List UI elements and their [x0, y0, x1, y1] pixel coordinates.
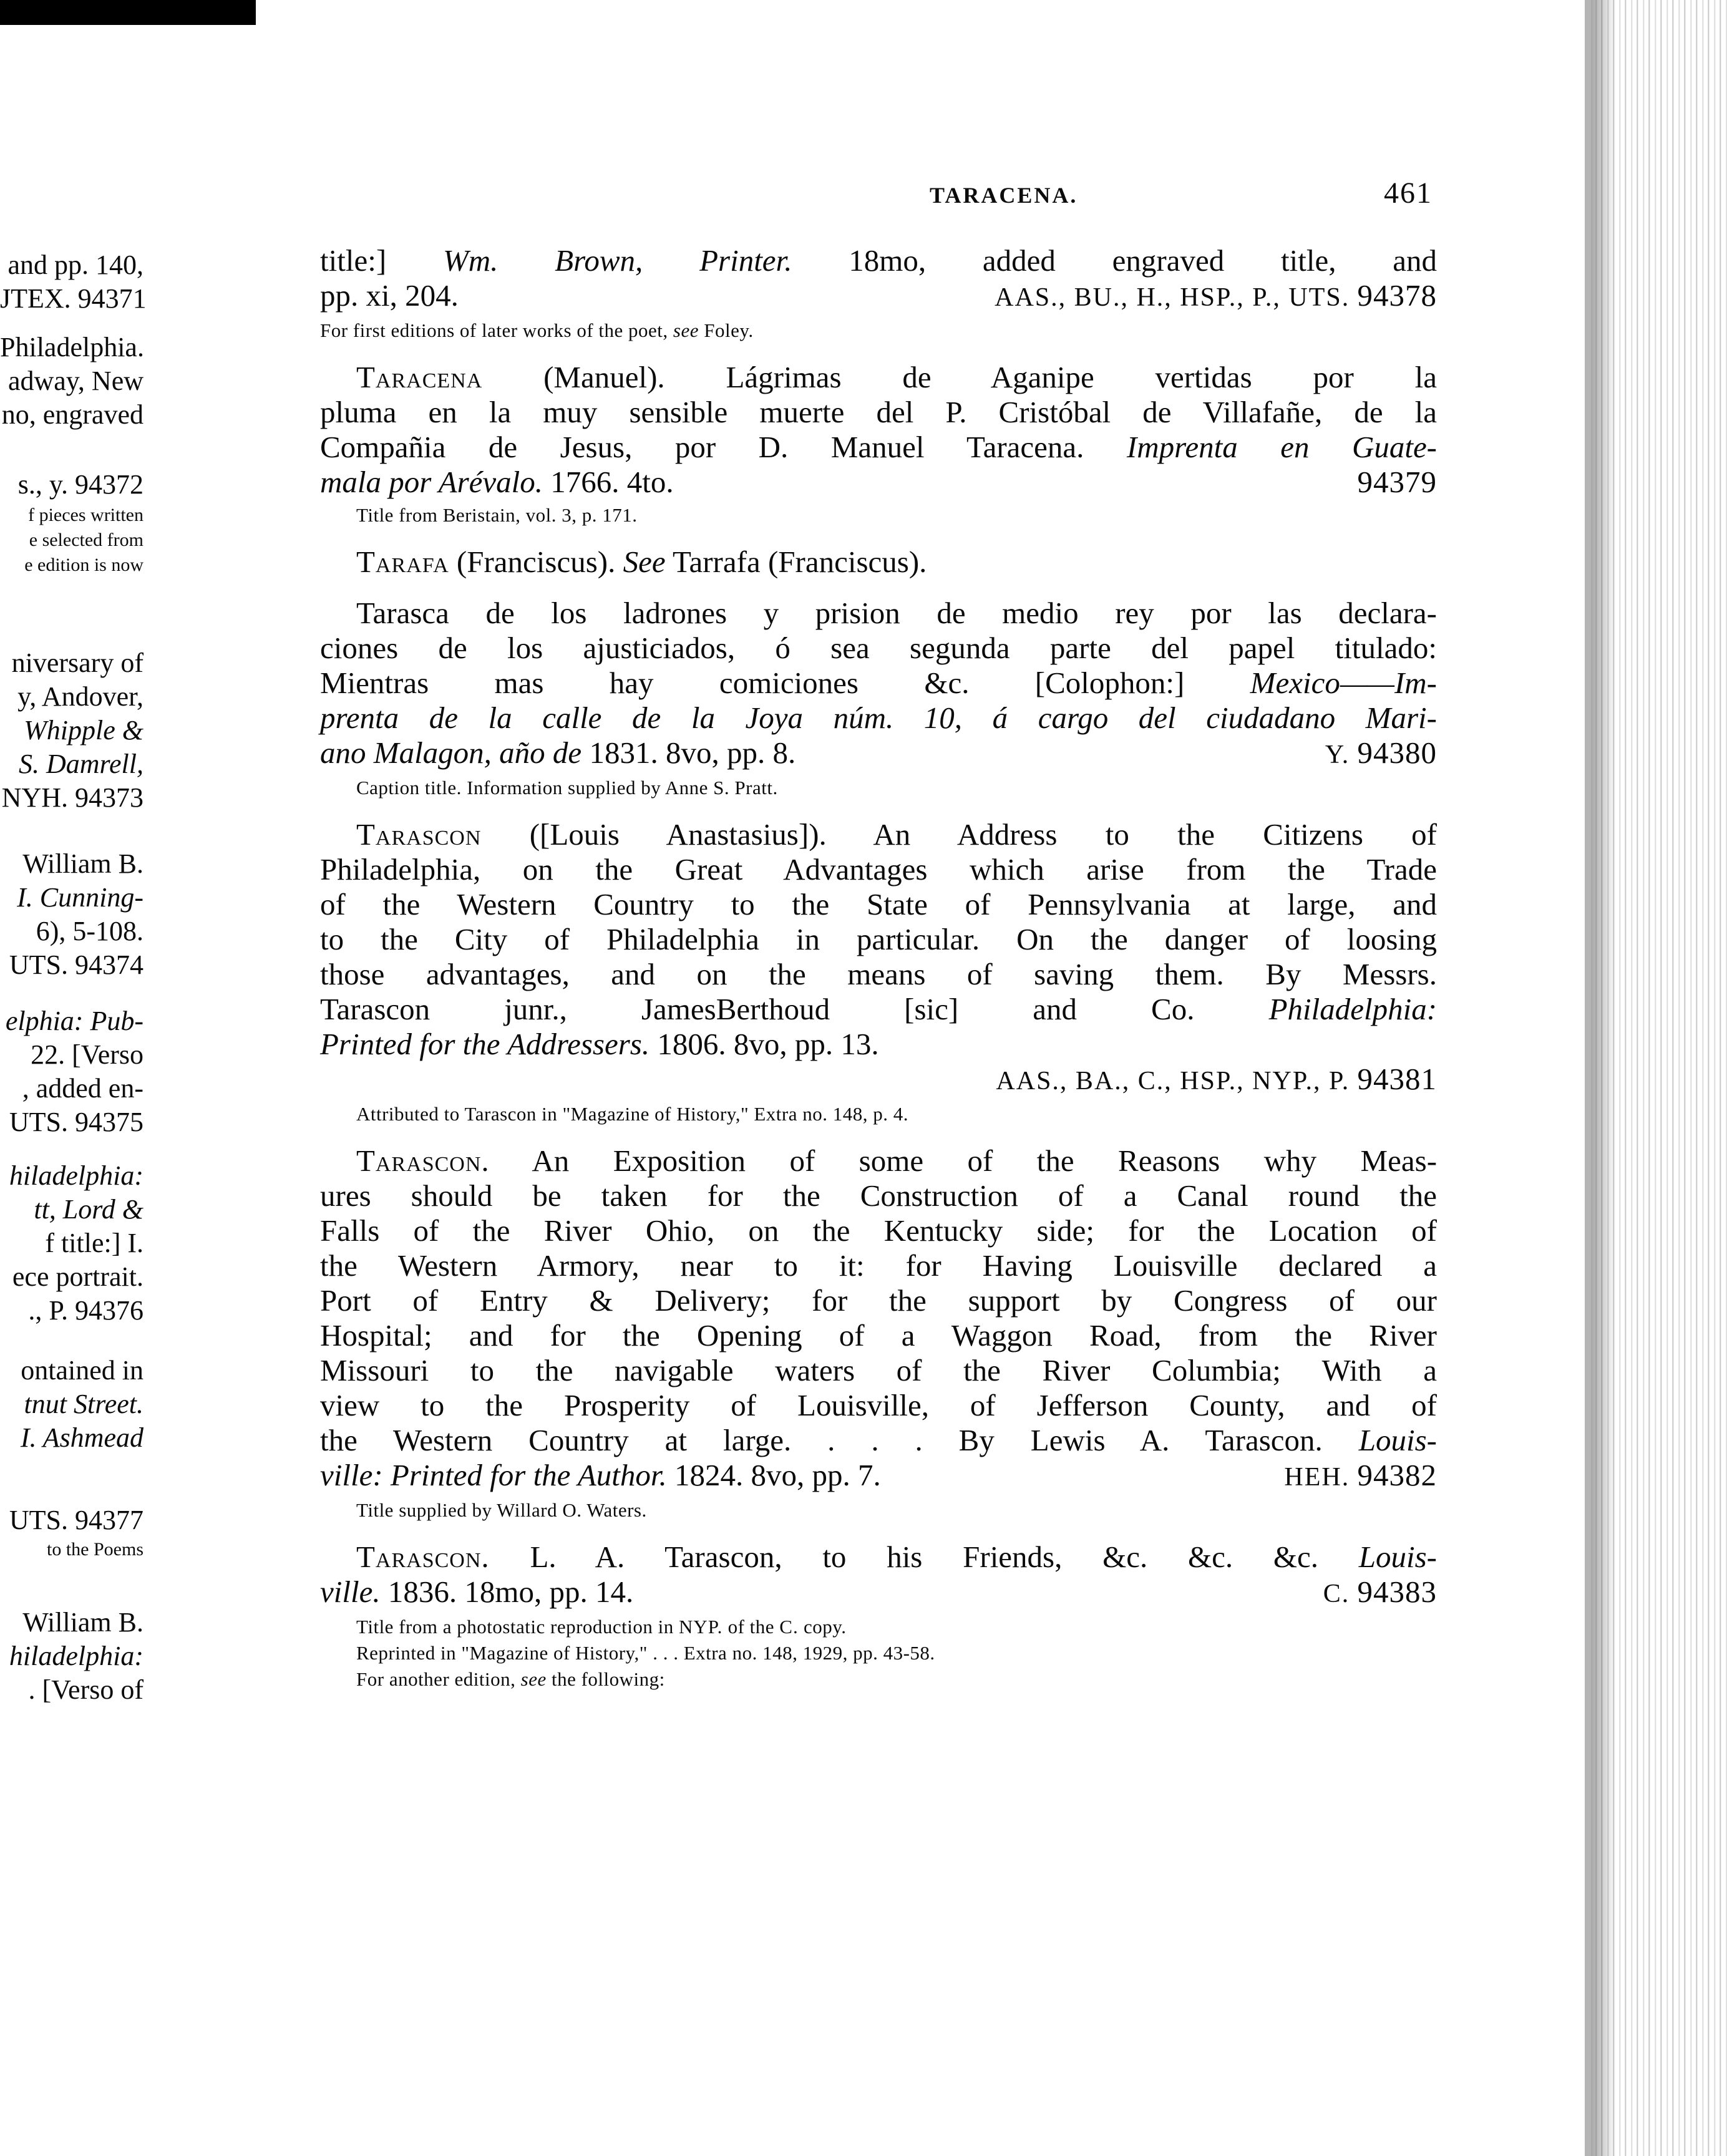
text: of the Western Country to the State of Pennsylvania at large, and — [320, 887, 1437, 921]
entry-94380 — [320, 596, 1437, 801]
location-codes: AAS., BA., C., HSP., NYP., P. — [996, 1067, 1350, 1095]
author-name: Tarafa — [356, 545, 449, 579]
location-codes: C. — [1323, 1580, 1350, 1608]
left-line: y, Andover, — [17, 681, 144, 712]
note-text: Title supplied by Willard O. Waters. — [356, 1499, 647, 1521]
left-line: I. Cunning- — [17, 882, 144, 913]
left-line: NYH. 94373 — [1, 782, 144, 813]
text: Tarascon junr., JamesBerthoud [sic] and Co. — [320, 992, 1195, 1026]
text-italic: Louis- — [1358, 1540, 1438, 1574]
text: those advantages, and on the means of saving them. By Messrs. — [320, 957, 1437, 991]
entry-94381 — [320, 817, 1437, 1127]
location-codes: AAS., BU., H., HSP., P., UTS. — [995, 283, 1350, 312]
left-line: 6), 5-108. — [36, 916, 144, 946]
text-italic: Imprenta en Guate- — [1126, 430, 1438, 464]
text: 1806. 8vo, pp. 13. — [657, 1027, 879, 1061]
bibliography-entries — [320, 243, 1437, 1709]
note-text: Reprinted in "Magazine of History," . . . Extra no. 148, 1929, pp. 43-58. — [356, 1642, 935, 1664]
left-line: ontained in — [21, 1355, 144, 1386]
note-text: the following: — [551, 1668, 665, 1690]
left-line: tnut Street. — [24, 1389, 144, 1419]
left-line: adway, New — [7, 366, 144, 396]
page-number: 461 — [1384, 177, 1433, 210]
text: 1831. 8vo, pp. 8. — [589, 736, 796, 770]
entry-94382 — [320, 1144, 1437, 1523]
text: (Manuel). Lágrimas de Aganipe vertidas por la — [543, 360, 1437, 394]
author-name: Tarascon. — [356, 1144, 490, 1178]
left-line: UTS. 94374 — [9, 949, 144, 980]
left-line: e selected from — [29, 530, 144, 550]
note-text: For another edition, — [356, 1668, 516, 1690]
left-line: no, engraved — [1, 399, 144, 430]
text-italic: See — [623, 545, 666, 579]
text: 18mo, added engraved title, and — [849, 243, 1438, 278]
text: to the City of Philadelphia in particular. On the danger of loosing — [320, 922, 1437, 956]
left-line: and pp. 140, — [7, 250, 144, 280]
author-name: Tarascon — [356, 817, 482, 852]
text-italic: Philadelphia: — [1268, 992, 1438, 1026]
left-line: to the Poems — [47, 1539, 144, 1560]
note-italic: see — [520, 1668, 547, 1690]
author-name: Taracena — [356, 360, 483, 394]
entry-94378 — [320, 243, 1437, 344]
text: the Western Country at large. . . . By Lewis A. Tarascon. — [320, 1423, 1323, 1457]
text: Hospital; and for the Opening of a Waggon Road, from the River — [320, 1318, 1437, 1352]
text: (Franciscus). — [456, 545, 616, 579]
entry-94379 — [320, 360, 1437, 528]
note-text: Foley. — [704, 319, 754, 341]
text: ures should be taken for the Construction of a Canal round the — [320, 1178, 1437, 1213]
text-italic: Louis- — [1358, 1423, 1437, 1457]
text: ciones de los ajusticiados, ó sea segunda parte del papel titulado: — [320, 631, 1437, 665]
left-page-fragment — [0, 25, 256, 2156]
left-line: , added en- — [22, 1073, 144, 1104]
text-italic: mala por Arévalo. — [320, 465, 543, 499]
text: Tarasca de los ladrones y prision de medio rey por las declara- — [356, 596, 1437, 630]
left-line: UTS. 94377 — [9, 1505, 144, 1535]
text-italic: ville: Printed for the Author. — [320, 1458, 667, 1492]
text: 1824. 8vo, pp. 7. — [674, 1458, 881, 1492]
text: L. A. Tarascon, to his Friends, &c. &c. &c. — [530, 1540, 1318, 1574]
text: An Exposition of some of the Reasons why Meas- — [532, 1144, 1438, 1178]
note-text: Caption title. Information supplied by Anne S. Pratt. — [356, 777, 778, 799]
entry-number: 94383 — [1357, 1575, 1437, 1609]
text-italic: Wm. Brown, Printer. — [442, 243, 792, 278]
entry-94383 — [320, 1540, 1437, 1692]
left-line: ece portrait. — [12, 1261, 144, 1292]
left-line: hiladelphia: — [9, 1160, 144, 1191]
text: view to the Prosperity of Louisville, of Jefferson County, and of — [320, 1388, 1437, 1422]
note-smallcaps: NYP. — [679, 1616, 723, 1638]
left-line: William B. — [22, 848, 144, 879]
entry-number: 94381 — [1357, 1062, 1437, 1096]
left-line: Philadelphia. — [0, 332, 144, 362]
text-italic: ville. — [320, 1575, 381, 1609]
text: title:] — [320, 243, 387, 278]
text: Missouri to the navigable waters of the River Columbia; With a — [320, 1353, 1437, 1387]
left-line: niversary of — [11, 648, 144, 678]
left-line: 22. [Verso — [31, 1039, 144, 1070]
text-italic: ano Malagon, año de — [320, 736, 582, 770]
left-line: f pieces written — [28, 505, 144, 525]
note-text: Title from Beristain, vol. 3, p. 171. — [356, 504, 638, 526]
left-line: UTS. 94375 — [9, 1107, 144, 1137]
text-italic: Printed for the Addressers. — [320, 1027, 650, 1061]
note-text: copy. — [803, 1616, 847, 1638]
entry-number: 94379 — [1357, 465, 1437, 499]
text: Philadelphia, on the Great Advantages which arise from the Trade — [320, 852, 1437, 886]
left-line: hiladelphia: — [9, 1641, 144, 1671]
left-line: e edition is now — [24, 555, 144, 575]
left-line: elphia: Pub- — [5, 1006, 144, 1036]
text: Falls of the River Ohio, on the Kentucky side; for the Location of — [320, 1213, 1437, 1248]
text: Tarrafa (Franciscus). — [672, 545, 927, 579]
note-smallcaps: C. — [779, 1616, 799, 1638]
text-italic: prenta de la calle de la Joya núm. 10, á cargo del ciudadano Mari- — [320, 701, 1437, 735]
author-name: Tarascon. — [356, 1540, 490, 1574]
entry-tarafa — [320, 545, 1437, 580]
left-line: I. Ashmead — [20, 1422, 144, 1453]
page-edge-stack — [1591, 0, 1727, 2156]
note-italic: see — [673, 319, 699, 341]
text: pluma en la muy sensible muerte del P. Cristóbal de Villafañe, de la — [320, 395, 1437, 429]
text: Compañia de Jesus, por D. Manuel Taracena. — [320, 430, 1084, 464]
left-line: S. Damrell, — [18, 749, 144, 779]
left-line: ., P. 94376 — [28, 1295, 144, 1326]
left-line: William B. — [22, 1607, 144, 1638]
text: Port of Entry & Delivery; for the support by Congress of our — [320, 1283, 1437, 1318]
note-text: Attributed to Tarascon in "Magazine of History," Extra no. 148, p. 4. — [356, 1103, 908, 1125]
entry-number: 94378 — [1357, 278, 1437, 313]
note-text: For first editions of later works of the poet, — [320, 319, 668, 341]
text-italic: Mexico——Im- — [1250, 666, 1437, 700]
left-line: tt, Lord & — [34, 1194, 144, 1225]
left-line: Whipple & — [24, 715, 144, 745]
text: 1836. 18mo, pp. 14. — [387, 1575, 634, 1609]
right-page — [256, 0, 1591, 2156]
text: Mientras mas hay comiciones &c. [Colophon:] — [320, 666, 1185, 700]
entry-number: 94382 — [1357, 1458, 1437, 1492]
location-codes: HEH. — [1284, 1463, 1350, 1492]
note-text: of the — [727, 1616, 775, 1638]
text: pp. xi, 204. — [320, 278, 459, 313]
text: the Western Armory, near to it: for Having Louisville declared a — [320, 1248, 1437, 1283]
left-line: s., y. 94372 — [17, 469, 144, 500]
running-head: TARACENA. — [930, 183, 1078, 208]
left-line: . [Verso of — [28, 1674, 144, 1705]
text: 1766. 4to. — [550, 465, 674, 499]
entry-number: 94380 — [1357, 736, 1437, 770]
left-line: JTEX. 94371 — [0, 283, 147, 314]
left-line: f title:] I. — [45, 1228, 144, 1258]
note-text: Title from a photostatic reproduction in — [356, 1616, 674, 1638]
text: ([Louis Anastasius]). An Address to the Citizens of — [529, 817, 1437, 852]
location-codes: Y. — [1325, 741, 1350, 769]
